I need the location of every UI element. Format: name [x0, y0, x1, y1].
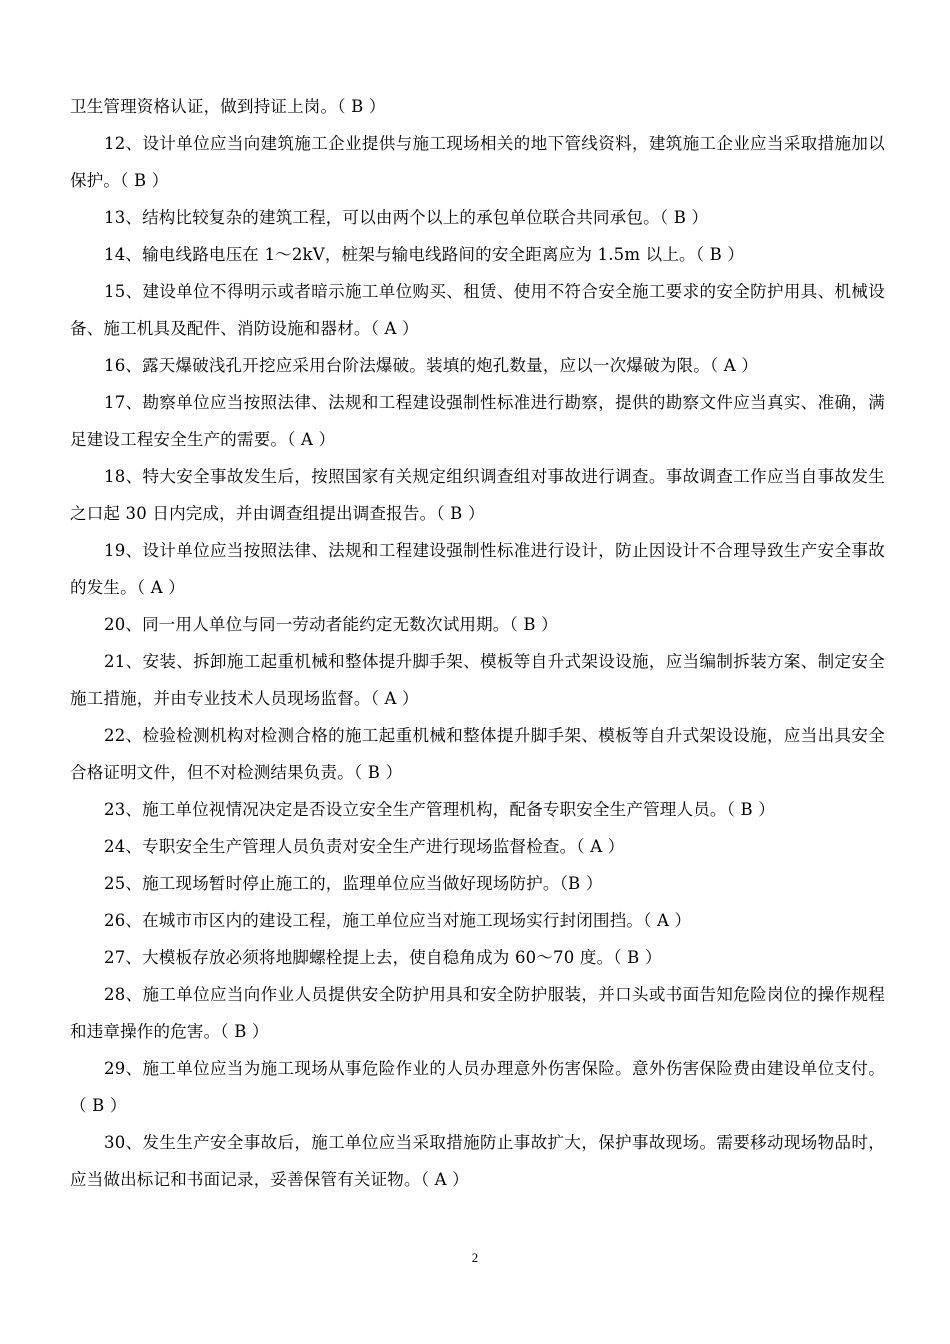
- question-30: 30、发生生产安全事故后，施工单位应当采取措施防止事故扩大，保护事故现场。需要移动现场物品时，应当做出标记和书面记录，妥善保管有关证物。（ A ）: [70, 1133, 885, 1189]
- question-17: 17、勘察单位应当按照法律、法规和工程建设强制性标准进行勘察，提供的勘察文件应当真实、准确，满足建设工程安全生产的需要。（ A ）: [70, 393, 885, 449]
- question-25: 25、施工现场暂时停止施工的，监理单位应当做好现场防护。（B ）: [104, 874, 603, 893]
- question-19: 19、设计单位应当按照法律、法规和工程建设强制性标准进行设计，防止因设计不合理导致生产安全事故的发生。（ A ）: [70, 541, 885, 597]
- question-12: 12、设计单位应当向建筑施工企业提供与施工现场相关的地下管线资料，建筑施工企业应当采取措施加以保护。（ B ）: [70, 134, 885, 190]
- question-13: 13、结构比较复杂的建筑工程，可以由两个以上的承包单位联合共同承包。（ B ）: [104, 208, 709, 227]
- question-24: 24、专职安全生产管理人员负责对安全生产进行现场监督检查。（ A ）: [104, 837, 625, 856]
- question-20: 20、同一用人单位与同一劳动者能约定无数次试用期。（ B ）: [104, 615, 558, 634]
- question-29: 29、施工单位应当为施工现场从事危险作业的人员办理意外伤害保险。意外伤害保险费由建设单位支付。（ B ）: [70, 1059, 885, 1115]
- question-15: 15、建设单位不得明示或者暗示施工单位购买、租赁、使用不符合安全施工要求的安全防护用具、机械设备、施工机具及配件、消防设施和器材。（ A ）: [70, 282, 885, 338]
- question-14: 14、输电线路电压在 1～2kV，桩架与输电线路间的安全距离应为 1.5m 以上。（ B ）: [104, 245, 745, 264]
- paragraph-continuation: 卫生管理资格认证，做到持证上岗。（ B ）: [70, 97, 386, 116]
- page-number: 2: [471, 1250, 479, 1265]
- question-22: 22、检验检测机构对检测合格的施工起重机械和整体提升脚手架、模板等自升式架设设施，应当出具安全合格证明文件，但不对检测结果负责。（ B ）: [70, 726, 885, 782]
- question-26: 26、在城市市区内的建设工程，施工单位应当对施工现场实行封闭围挡。（ A ）: [104, 911, 692, 930]
- question-18: 18、特大安全事故发生后，按照国家有关规定组织调查组对事故进行调查。事故调查工作应当自事故发生之口起 30 日内完成，并由调查组提出调查报告。（ B ）: [70, 467, 885, 523]
- question-27: 27、大模板存放必须将地脚螺栓提上去，使自稳角成为 60～70 度。（ B ）: [104, 948, 662, 967]
- question-23: 23、施工单位视情况决定是否设立安全生产管理机构，配备专职安全生产管理人员。（ B ）: [104, 800, 775, 819]
- document-body: [70, 88, 885, 1198]
- question-16: 16、露天爆破浅孔开挖应采用台阶法爆破。装填的炮孔数量，应以一次爆破为限。（ A ）: [104, 356, 759, 375]
- question-28: 28、施工单位应当向作业人员提供安全防护用具和安全防护服装，并口头或书面告知危险岗位的操作规程和违章操作的危害。（ B ）: [70, 985, 885, 1041]
- question-21: 21、安装、拆卸施工起重机械和整体提升脚手架、模板等自升式架设设施，应当编制拆装方案、制定安全施工措施，并由专业技术人员现场监督。（ A ）: [70, 652, 885, 708]
